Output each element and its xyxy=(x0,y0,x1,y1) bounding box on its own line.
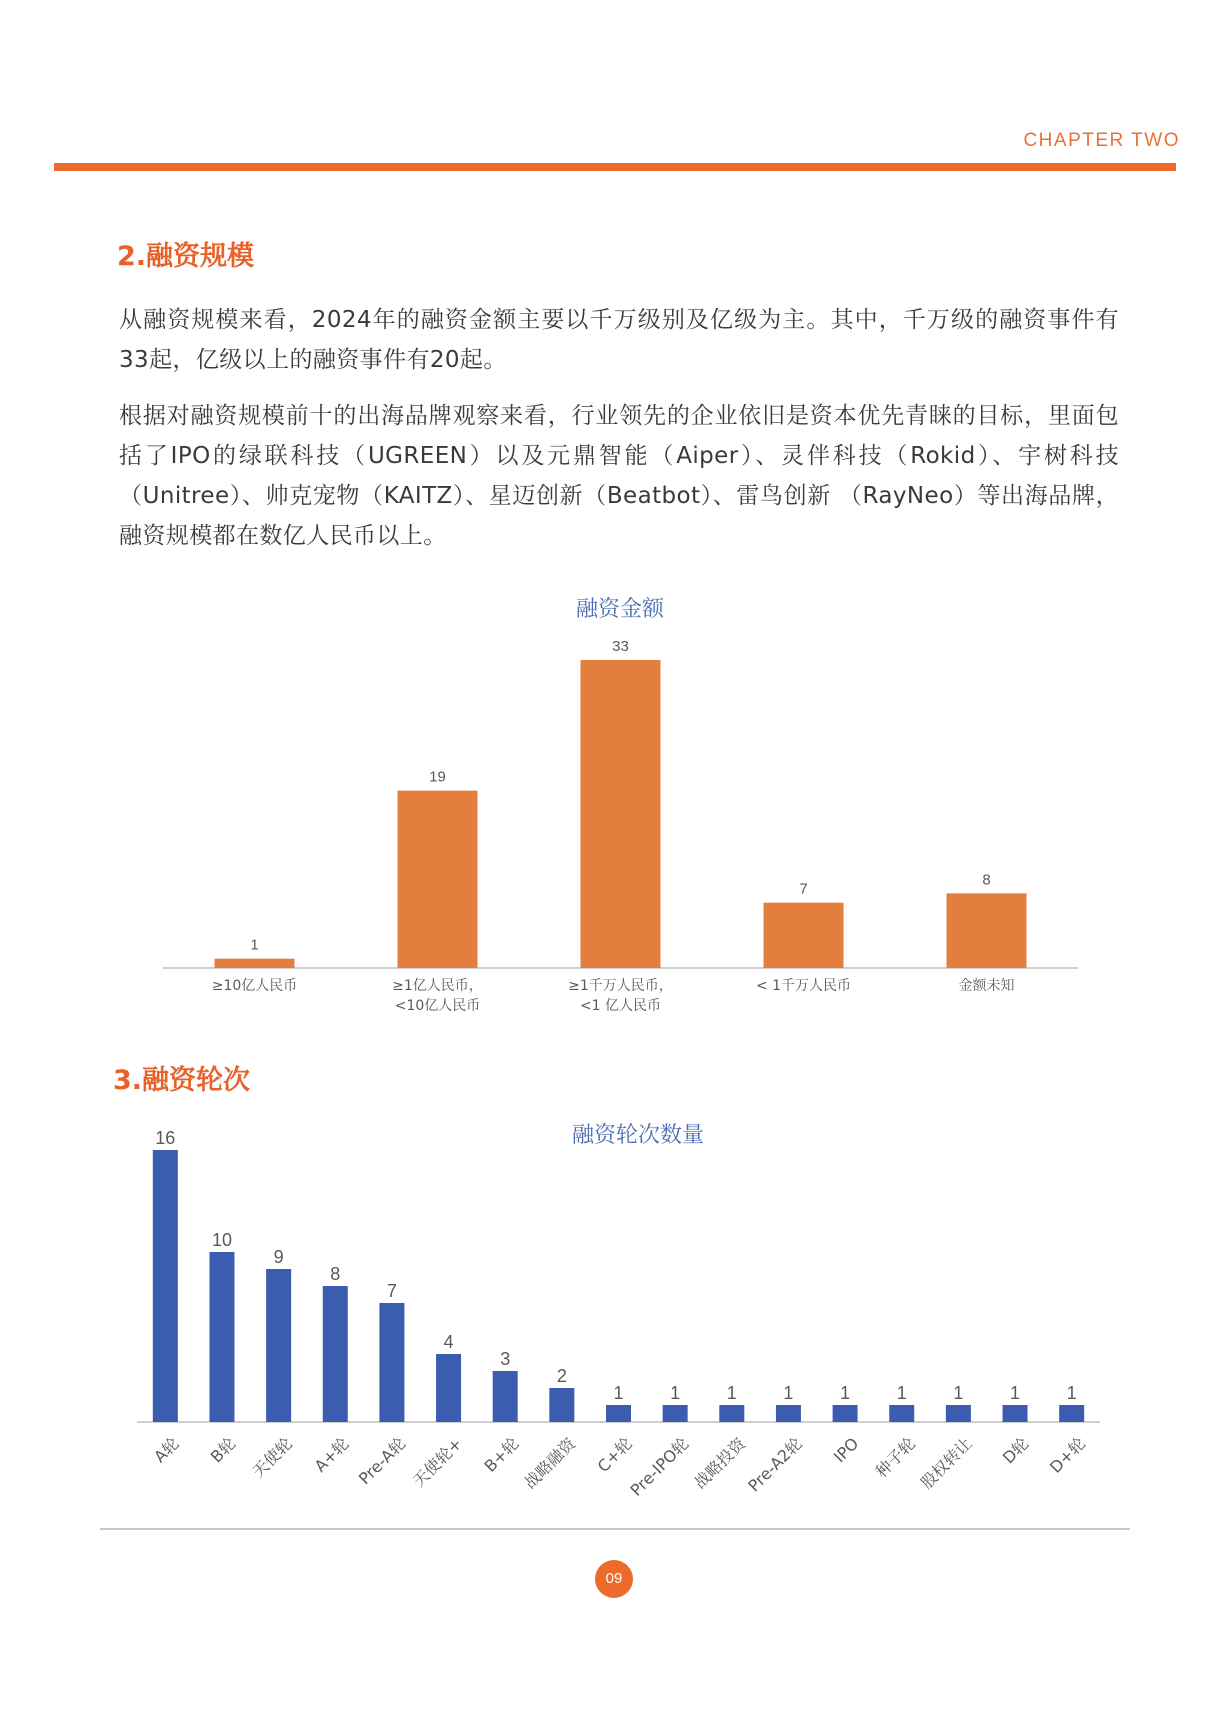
data-label: 1 xyxy=(953,1383,964,1403)
bar xyxy=(153,1150,178,1422)
bar xyxy=(663,1405,688,1422)
data-label: 3 xyxy=(500,1349,511,1369)
category-label: 天使轮+ xyxy=(409,1433,466,1491)
data-label: 8 xyxy=(982,871,991,889)
data-label: 1 xyxy=(1010,1383,1021,1403)
bar xyxy=(1003,1405,1028,1422)
category-label: ≥1千万人民币， xyxy=(568,978,673,994)
chapter-label: CHAPTER TWO xyxy=(1023,130,1180,151)
data-label: 1 xyxy=(1066,1383,1077,1403)
category-label: B轮 xyxy=(206,1433,240,1467)
bar xyxy=(323,1286,348,1422)
data-label: 1 xyxy=(783,1383,794,1403)
bar xyxy=(1059,1405,1084,1422)
footer-rule xyxy=(100,1528,1130,1530)
data-label: 8 xyxy=(330,1264,341,1284)
bar xyxy=(833,1405,858,1422)
data-label: 7 xyxy=(386,1281,397,1301)
bar xyxy=(379,1303,404,1422)
page-number-badge: 09 xyxy=(595,1560,633,1598)
paragraph-top-brands: 根据对融资规模前十的出海品牌观察来看，行业领先的企业依旧是资本优先青睐的目标，里面包括了IPO的绿联科技（UGREEN）以及元鼎智能（Aiper）、灵伴科技（Rokid）、宇树科技（Unitree）、帅克宠物（KAITZ）、星迈创新（Beatbot）、雷鸟创新 （RayNeo）等出海品牌，融资规模都在数亿人民币以上。 xyxy=(119,403,1119,549)
bar xyxy=(436,1354,461,1422)
bar xyxy=(398,791,478,968)
bar xyxy=(209,1252,234,1422)
bar xyxy=(549,1388,574,1422)
data-label: 4 xyxy=(443,1332,454,1352)
data-label: 1 xyxy=(726,1383,737,1403)
data-label: 1 xyxy=(613,1383,624,1403)
category-label: C+轮 xyxy=(593,1433,636,1477)
category-label: Pre-A轮 xyxy=(354,1433,410,1489)
bar xyxy=(215,959,295,968)
category-label: 战略投资 xyxy=(690,1433,750,1493)
paragraph-funding-scale-summary: 从融资规模来看，2024年的融资金额主要以千万级别及亿级为主。其中，千万级的融资事件有33起，亿级以上的融资事件有20起。 xyxy=(119,307,1119,373)
section-title-funding-rounds: 3.融资轮次 xyxy=(113,1065,251,1096)
category-label: Pre-IPO轮 xyxy=(626,1433,693,1500)
header-rule xyxy=(54,163,1176,171)
category-label: IPO xyxy=(829,1433,863,1467)
data-label: 1 xyxy=(896,1383,907,1403)
category-label: <1 亿人民币 xyxy=(579,998,662,1014)
bar xyxy=(581,660,661,968)
category-label: ≥10亿人民币 xyxy=(211,978,298,994)
funding-amount-chart xyxy=(0,580,1224,1020)
data-label: 9 xyxy=(273,1247,284,1267)
category-label: A轮 xyxy=(150,1433,183,1467)
chart-title: 融资金额 xyxy=(575,597,665,622)
data-label: 10 xyxy=(211,1230,232,1250)
funding-rounds-chart xyxy=(0,1100,1224,1520)
chart-title: 融资轮次数量 xyxy=(571,1123,705,1148)
category-label: D轮 xyxy=(998,1433,1033,1468)
bar xyxy=(889,1405,914,1422)
category-label: 金额未知 xyxy=(958,978,1015,994)
category-label: ≥1亿人民币， xyxy=(392,978,483,994)
category-label: <10亿人民币 xyxy=(394,998,481,1014)
bar xyxy=(719,1405,744,1422)
data-label: 1 xyxy=(840,1383,851,1403)
category-label: A+轮 xyxy=(310,1433,353,1476)
data-label: 1 xyxy=(250,936,259,954)
data-label: 16 xyxy=(155,1128,176,1148)
data-label: 33 xyxy=(612,638,629,655)
data-label: 2 xyxy=(556,1366,567,1386)
data-label: 1 xyxy=(670,1383,681,1403)
bar xyxy=(776,1405,801,1422)
bar xyxy=(266,1269,291,1422)
category-label: B+轮 xyxy=(480,1433,523,1476)
bar xyxy=(947,893,1027,968)
bar xyxy=(946,1405,971,1422)
category-label: 战略融资 xyxy=(520,1433,580,1493)
data-label: 19 xyxy=(429,768,446,786)
bar xyxy=(606,1405,631,1422)
category-label: 天使轮 xyxy=(248,1433,296,1482)
bar xyxy=(764,903,844,968)
bar xyxy=(493,1371,518,1422)
category-label: < 1千万人民币 xyxy=(755,978,852,994)
category-label: 种子轮 xyxy=(871,1433,920,1482)
category-label: 股权转让 xyxy=(916,1433,976,1493)
category-label: D+轮 xyxy=(1046,1433,1089,1477)
section-title-funding-scale: 2.融资规模 xyxy=(117,241,255,272)
category-label: Pre-A2轮 xyxy=(744,1433,806,1496)
data-label: 7 xyxy=(799,880,808,898)
